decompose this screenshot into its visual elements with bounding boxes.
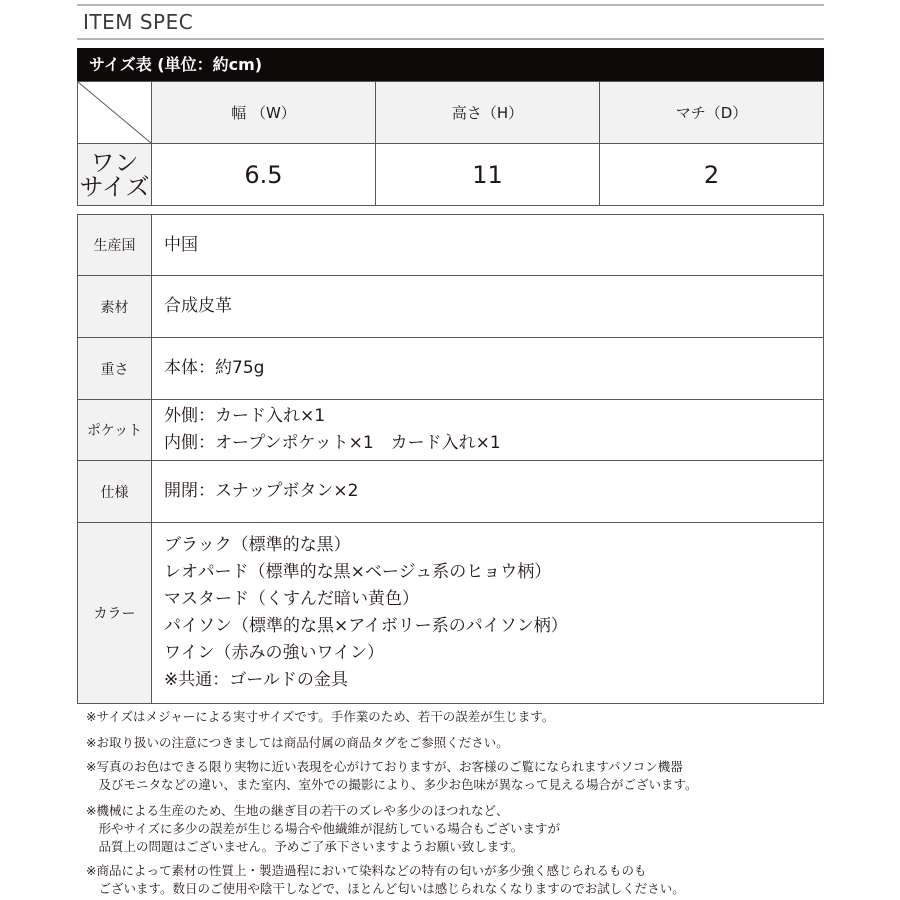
note-line: ございます。数日のご使用や陰干しなどで、ほとんど匂いは感じられなくなりますのでお試しください。: [86, 881, 685, 896]
note-line: ※写真のお色はできる限り実物に近い表現を心がけておりますが、お客様のご覧になられますパソコン機器: [86, 759, 683, 774]
pocket-label: ポケット: [78, 400, 152, 461]
column-header-depth: マチ（D）: [600, 82, 824, 144]
color-line: パイソン（標準的な黒×アイボリー系のパイソン柄）: [164, 616, 568, 636]
origin-label: 生産国: [78, 215, 152, 276]
color-line: マスタード（くすんだ暗い黄色）: [164, 589, 419, 609]
color-label: カラー: [78, 523, 152, 704]
spec-table: [77, 214, 824, 704]
weight-label: 重さ: [78, 338, 152, 400]
row-label-line: サイズ: [79, 172, 150, 201]
column-header-width: 幅 （W）: [152, 82, 376, 144]
note-item: [86, 758, 698, 794]
top-rule: [77, 4, 824, 6]
pocket-line: 外側：カード入れ×1: [164, 406, 326, 426]
row-label-line: ワン: [90, 148, 139, 177]
origin-value: 中国: [152, 215, 824, 276]
note-line: 形やサイズに多少の誤差が生じる場合や他繊維が混紡している場合もございますが: [86, 821, 561, 836]
note-item: [86, 862, 685, 898]
color-line: ワイン（赤みの強いワイン）: [164, 643, 384, 663]
page-title: ITEM SPEC: [83, 10, 194, 34]
note-item: [86, 734, 509, 752]
note-line: 及びモニタなどの違い、また室内、室外での撮影により、多少お色味が異なって見える場合がございます。: [86, 777, 698, 792]
note-line: 品質上の問題はございません。予めご了承下さいますようお願い致します。: [86, 839, 524, 854]
pocket-value: [152, 400, 824, 461]
feature-label: 仕様: [78, 461, 152, 523]
pocket-line: 内側：オープンポケット×1 カード入れ×1: [164, 433, 501, 453]
note-line: ※機械による生産のため、生地の継ぎ目の若干のズレや多少のほつれなど、: [86, 803, 509, 818]
value-width: 6.5: [152, 144, 376, 206]
color-line: ブラック（標準的な黒）: [164, 535, 351, 555]
color-line: ※共通：ゴールドの金具: [164, 670, 348, 690]
value-height: 11: [376, 144, 600, 206]
weight-value: 本体：約75g: [152, 338, 824, 400]
title-rule: [77, 38, 824, 40]
material-value: 合成皮革: [152, 276, 824, 338]
note-line: ※商品によって素材の性質上・製造過程において染料などの特有の匂いが多少強く感じられるものも: [86, 863, 647, 878]
feature-value: 開閉：スナップボタン×2: [152, 461, 824, 523]
color-line: レオパード（標準的な黒×ベージュ系のヒョウ柄）: [164, 562, 552, 582]
note-item: [86, 802, 560, 856]
size-table-corner: [78, 82, 152, 144]
note-item: [86, 708, 554, 726]
size-table: [77, 81, 824, 206]
size-table-title: サイズ表 (単位：約cm): [77, 48, 824, 81]
note-line: ※お取り扱いの注意につきましては商品付属の商品タグをご参照ください。: [86, 735, 509, 750]
note-line: ※サイズはメジャーによる実寸サイズです。手作業のため、若干の誤差が生じます。: [86, 709, 555, 724]
material-label: 素材: [78, 276, 152, 338]
value-depth: 2: [600, 144, 824, 206]
color-value: [152, 523, 824, 704]
diagonal-line-icon: [78, 82, 151, 143]
row-label-one-size: [78, 144, 152, 206]
column-header-height: 高さ（H）: [376, 82, 600, 144]
